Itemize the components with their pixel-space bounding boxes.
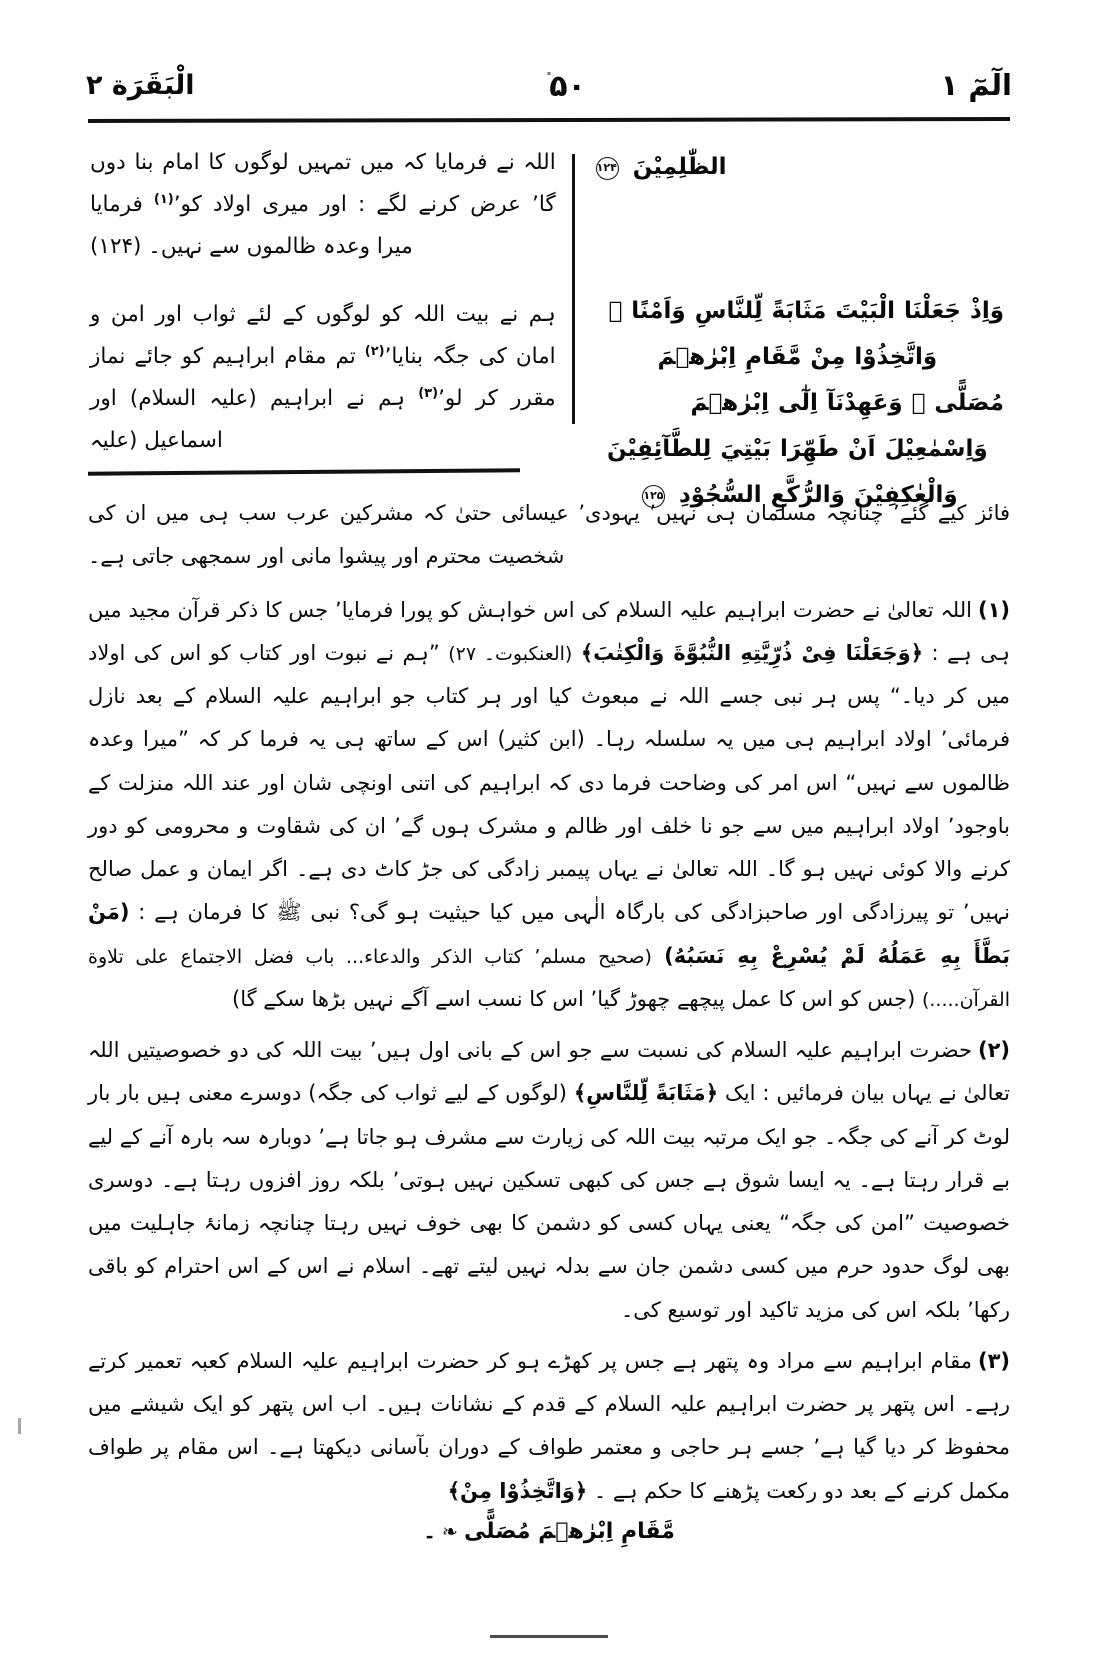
- translation-125-text: ہم نے بیت اللہ کو لوگوں کے لئے ثواب اور امن و امان کی جگہ بنایا٬: [90, 301, 556, 369]
- paragraph-marker-1: (۱): [977, 597, 1010, 622]
- commentary-section: [88, 492, 1010, 1558]
- ayah-line-3: وَالْعٰكِفِيْنَ وَالرُّكَّعِ السُّجُوْدِ: [678, 482, 958, 508]
- paragraph-1-text-after: ”ہم نے نبوت اور کتاب کو اس کی اولاد میں کر دیا۔“ پس ہر نبی جسے اللہ نے مبعوث کیا اور ہر کتاب جو ابراہیم علیہ السلام کے بعد نازل فرمائی٬ اولاد ابراہیم ہی میں یہ سلسلہ رہا۔ (ابن کثیر) اس کے ساتھ ہی یہ فرما کر کہ ”میرا وعدہ ظالموں سے نہیں“ اس امر کی وضاحت فرما دی کہ ابراہیم کی اتنی اونچی شان اور عند اللہ منزلت کے باوجود٬ اولاد ابراہیم میں سے جو نا خلف اور ظالم و مشرک ہوں گے٬ ان کی شقاوت و محرومی کو دور کرنے والا کوئی نہیں ہو گا۔ اللہ تعالیٰ نے یہاں پیمبر زادگی کی جڑ کاٹ دی ہے۔ اگر ایمان و عمل صالح نہیں٬ تو پیرزادگی اور صاحبزادگی کی بارگاہ الٰہی میں کیا حیثیت ہو گی؟ نبی ﷺ کا فرمان ہے :: [88, 640, 1010, 925]
- ayah-125-block: [591, 288, 1004, 518]
- paragraph-2-quran-quote: ﴿ مَثَابَةً لِّلنَّاسِ ﴾: [574, 1081, 718, 1105]
- commentary-intro: فائز کیے گئے٬ چنانچہ مسلمان ہی نہیں٬ یہودی٬ عیسائی حتیٰ کہ مشرکین عرب سب ہی میں ان کی شخصیت محترم اور پیشوا مانی اور سمجھی جاتی ہے۔: [88, 501, 1011, 569]
- footnote-ref-3: (۳): [418, 385, 439, 401]
- translation-124-text: اللہ نے فرمایا کہ میں تمہیں لوگوں کا امام بنا دوں گا٬ عرض کرنے لگے : اور میری اولاد کو٬: [90, 150, 556, 217]
- translation-125-cont-b: ہم نے ابراہیم (علیہ السلام) اور اسماعیل (علیہ: [90, 385, 406, 453]
- commentary-paragraph-1: [88, 589, 1010, 1022]
- column-divider: [572, 154, 575, 424]
- scan-artifact-footer-bar: [490, 1635, 608, 1638]
- commentary-closing-line: [88, 1519, 1010, 1544]
- ayah-number-125: ۱۲۵: [642, 485, 665, 508]
- translation-124-cont: فرمایا میرا وعدہ ظالموں سے نہیں۔: [90, 191, 413, 259]
- commentary-paragraph-3: [88, 1340, 1010, 1513]
- commentary-paragraph-2: [88, 1029, 1010, 1332]
- closing-mark: ۔: [423, 1518, 437, 1544]
- previous-ayah-text: الظّٰلِمِيْنَ: [632, 154, 727, 180]
- urdu-translation-125: [90, 294, 556, 462]
- paragraph-1-quran-ref: (العنکبوت۔ ۲۷): [448, 642, 573, 665]
- paragraph-marker-3: (۳): [977, 1348, 1010, 1373]
- scan-artifact-tick: [18, 1418, 21, 1434]
- commentary-rule: [88, 468, 520, 475]
- paragraph-1-text-before: اللہ تعالیٰ نے حضرت ابراہیم علیہ السلام کی اس خواہش کو پورا فرمایا٬ جس کا ذکر قرآن مجید میں ہی ہے :: [88, 597, 1010, 665]
- surah-label: الْبَقَرَة ۲: [86, 70, 195, 102]
- urdu-translation-124: [90, 142, 556, 268]
- flower-ornament-icon: ❧: [442, 1520, 458, 1543]
- juz-label: الٓمٓ ١: [940, 68, 1012, 103]
- header-rule: [88, 117, 1010, 123]
- paragraph-1-hadith: (مَنْ بَطَّأَ بِهِ عَمَلُهُ لَمْ يُسْرِعْ بِهِ نَسَبُهُ): [88, 900, 1010, 968]
- urdu-translation-column: [88, 140, 570, 453]
- ayah-line-2: مُصَلًّى ۭ وَعَهِدْنَآ اِلٰٓى اِبْرٰهٖمَ وَاِسْمٰعِيْلَ اَنْ طَهِّرَا بَيْتِيَ لِلطَّآئِفِيْنَ: [606, 390, 1004, 462]
- paragraph-1-text-end: (جس کو اس کا عمل پیچھے چھوڑ گیا٬ اس کا نسب اسے آگے نہیں بڑھا سکے گا): [232, 986, 916, 1011]
- paragraph-2-text-before: حضرت ابراہیم علیہ السلام کی نسبت سے جو اس کے بانی اول ہیں٬ بیت اللہ کی دو خصوصیتیں اللہ تعالیٰ نے یہاں بیان فرمائیں : ایک: [88, 1038, 1010, 1106]
- footnote-ref-1: (۱): [153, 191, 174, 207]
- translation-124-verse-no: (۱۲۴): [90, 233, 142, 259]
- verse-band: [88, 140, 1010, 508]
- paragraph-2-text-after: (لوگوں کے لیے ثواب کی جگہ) دوسرے معنی ہیں بار بار لوٹ کر آنے کی جگہ۔ جو ایک مرتبہ بیت اللہ کی زیارت سے مشرف ہو جاتا ہے٬ دوبارہ سہ بارہ آنے کے لیے بے قرار رہتا ہے۔ یہ ایسا شوق ہے جس کی کبھی تسکین نہیں ہوتی٬ بلکہ روز افزوں رہتا ہے۔ دوسری خصوصیت ”امن کی جگہ“ یعنی یہاں کسی کو دشمن کا بھی خوف نہیں رہتا چنانچہ زمانۂ جاہلیت میں بھی لوگ حدود حرم میں کسی دشمن جان سے بدلہ نہیں لیتے تھے۔ اسلام نے اس کے اس احترام کو باقی رکھا٬ بلکہ اس کی مزید تاکید اور توسیع کی۔: [88, 1081, 1011, 1322]
- paragraph-1-hadith-ref: (صحیح مسلم٬ کتاب الذکر والدعاء... باب فضل الاجتماع علی تلاوة القرآن.....): [88, 945, 1010, 1011]
- closing-quran-quote: مَّقَامِ اِبْرٰهٖمَ مُصَلًّى: [463, 1518, 675, 1544]
- page-header: [86, 58, 1012, 114]
- paragraph-1-quran-quote: ﴿ وَجَعَلْنَا فِىْ ذُرِّيَّتِهِ النُّبُوَّةَ وَالْكِتٰبَ ﴾: [581, 641, 923, 665]
- footnote-ref-2: (۲): [364, 343, 385, 359]
- paragraph-3-text-before: مقام ابراہیم سے مراد وہ پتھر ہے جس پر کھڑے ہو کر حضرت ابراہیم علیہ السلام کعبہ تعمیر کرتے رہے۔ اس پتھر پر حضرت ابراہیم علیہ السلام کے قدم کے نشانات ہیں۔ اب اس پتھر کو ایک شیشے میں محفوظ کر دیا گیا ہے٬ جسے ہر حاجی و معتمر طواف کے دوران بآسانی دیکھتا ہے۔ اس مقام پر طواف مکمل کرنے کے بعد دو رکعت پڑھنے کا حکم ہے ۔: [88, 1348, 1010, 1503]
- arabic-verse-column: [577, 140, 1010, 508]
- page-number: ۵۰: [549, 68, 586, 104]
- previous-ayah-tail: [591, 144, 1004, 190]
- paragraph-marker-2: (۲): [977, 1038, 1010, 1062]
- ayah-number-124: ۱۲۴: [596, 157, 619, 180]
- translation-125-cont: تم مقام ابراہیم کو جائے نماز مقرر کر لو٬: [90, 343, 556, 411]
- ayah-line-1: وَاِذْ جَعَلْنَا الْبَيْتَ مَثَابَةً لِّلنَّاسِ وَاَمْنًا ۭ وَاتَّخِذُوْا مِنْ مَّقَامِ اِبْرٰهٖمَ: [608, 298, 1004, 370]
- paragraph-3-quran-quote: ﴿ وَاتَّخِذُوْا مِنْ ﴾: [448, 1479, 588, 1503]
